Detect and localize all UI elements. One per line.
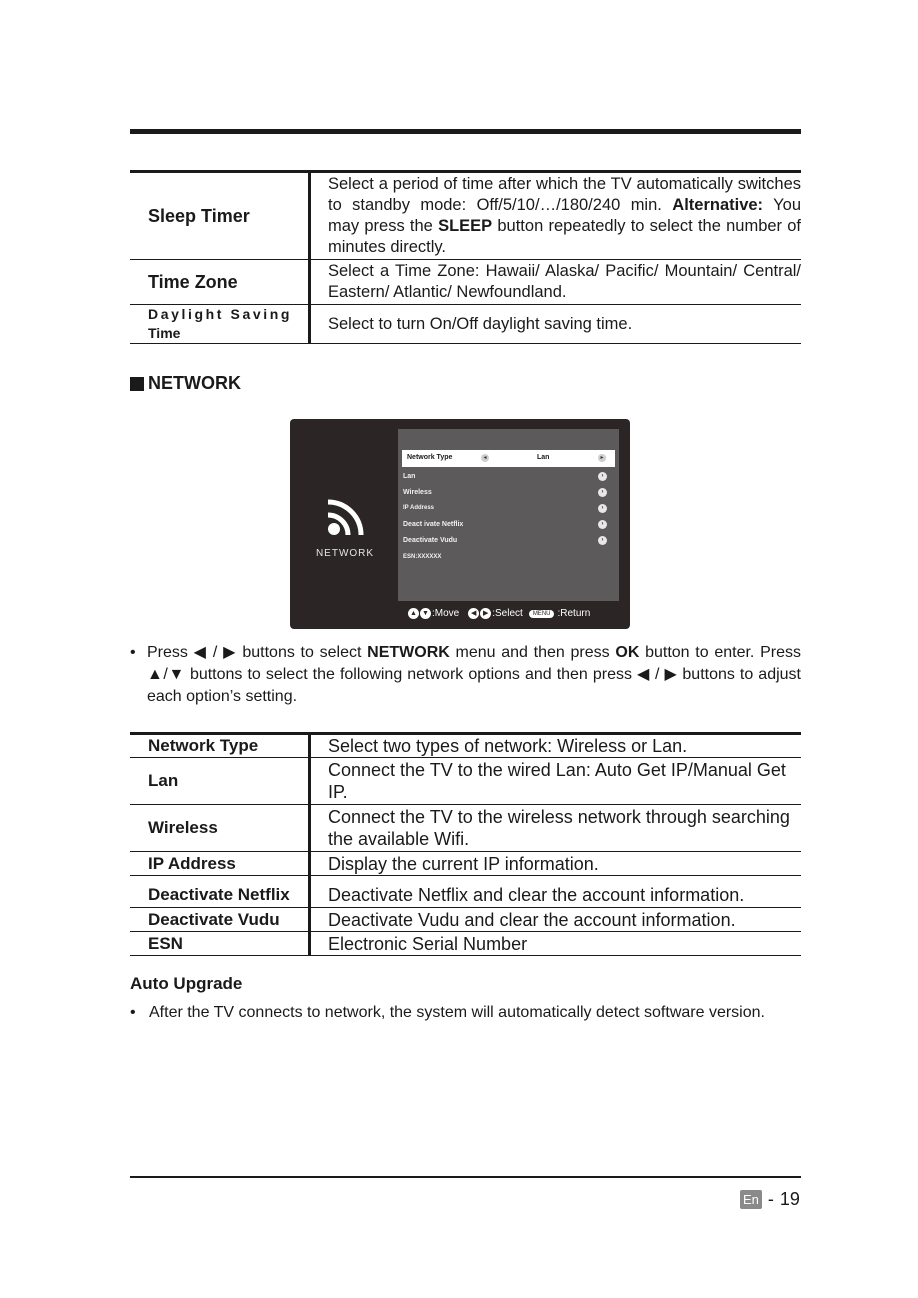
- table-row: [130, 805, 801, 852]
- down-button-icon: ▼: [420, 608, 431, 619]
- row-value: Select a Time Zone: Hawaii/ Alaska/ Pacific/ Mountain/ Central/ Eastern/ Atlantic/ Newfoundland.: [328, 262, 801, 301]
- row-key: Network Type: [130, 734, 310, 758]
- row-key: Sleep Timer: [130, 172, 310, 260]
- row-value: Display the current IP information.: [328, 853, 599, 874]
- table-row: [130, 734, 801, 758]
- chevron-right-icon: ›: [598, 520, 607, 529]
- row-key: Daylight Saving Time: [130, 305, 310, 344]
- row-key: Lan: [130, 758, 310, 805]
- right-button-icon: ▶: [480, 608, 491, 619]
- menu-item[interactable]: Lan ›: [398, 469, 611, 485]
- row-key: Deactivate Vudu: [130, 908, 310, 932]
- menu-key-icon: MENU: [529, 610, 555, 618]
- row-value: Select two types of network: Wireless or Lan.: [328, 736, 688, 756]
- row-key: IP Address: [130, 852, 310, 876]
- settings-table: [130, 170, 801, 344]
- square-bullet-icon: [130, 377, 144, 391]
- tv-network-screen: [290, 419, 630, 629]
- row-value: Deactivate Netflix and clear the account information.: [328, 884, 745, 905]
- left-button-icon: ◀: [468, 608, 479, 619]
- row-value: Electronic Serial Number: [328, 933, 528, 954]
- page-number: 19: [779, 1189, 800, 1209]
- hint-bar: ▲ ▼ :Move ◀ ▶ :Select MENU :Return: [408, 608, 590, 619]
- menu-item[interactable]: Wireless ›: [398, 485, 611, 501]
- network-options-table: [130, 732, 801, 956]
- menu-item[interactable]: Deact ivate Netflix ›: [398, 517, 611, 533]
- table-row: [130, 908, 801, 932]
- table-row: [130, 932, 801, 956]
- table-row: [130, 852, 801, 876]
- row-value: Deactivate Vudu and clear the account information.: [328, 909, 736, 930]
- network-instructions: • Press ◀ / ▶ buttons to select NETWORK menu and then press OK button to enter. Press ▲/▼ buttons to select the following network options and then press ◀ / ▶ buttons to adjust each option’s setting.: [130, 644, 801, 705]
- menu-item-network-type[interactable]: Network Type ◂ Lan ▸: [402, 450, 615, 467]
- page-footer: En - 19: [740, 1189, 800, 1210]
- row-key: Time Zone: [130, 260, 310, 305]
- row-value: Select to turn On/Off daylight saving time.: [328, 314, 633, 333]
- bottom-rule: [130, 1176, 801, 1178]
- row-value: Connect the TV to the wireless network through searching the available Wifi.: [328, 807, 790, 849]
- esn-readout: ESN:XXXXXX: [403, 554, 442, 560]
- language-badge: En: [740, 1190, 762, 1209]
- chevron-right-icon: ›: [598, 488, 607, 497]
- right-arrow-icon: ▸: [598, 454, 606, 462]
- table-row: [130, 260, 801, 305]
- chevron-right-icon: ›: [598, 472, 607, 481]
- table-row: [130, 758, 801, 805]
- top-rule: [130, 129, 801, 134]
- auto-upgrade-text: • After the TV connects to network, the system will automatically detect software version.: [130, 1004, 765, 1021]
- auto-upgrade-heading: Auto Upgrade: [130, 974, 243, 993]
- menu-item[interactable]: Deactivate Vudu ›: [398, 533, 611, 549]
- up-button-icon: ▲: [408, 608, 419, 619]
- chevron-right-icon: ›: [598, 504, 607, 513]
- left-arrow-icon: ◂: [481, 454, 489, 462]
- row-key: ESN: [130, 932, 310, 956]
- row-key: Deactivate Netflix: [130, 876, 310, 908]
- menu-panel: [398, 429, 619, 601]
- table-row: [130, 876, 801, 908]
- table-row: [130, 172, 801, 260]
- section-heading: NETWORK: [130, 373, 241, 394]
- chevron-right-icon: ›: [598, 536, 607, 545]
- table-row: [130, 305, 801, 344]
- wifi-signal-icon: [324, 495, 368, 539]
- menu-item[interactable]: IP Address ›: [398, 501, 611, 517]
- row-key: Wireless: [130, 805, 310, 852]
- row-value: Connect the TV to the wired Lan: Auto Get IP/Manual Get IP.: [328, 760, 786, 802]
- screen-title: NETWORK: [315, 548, 375, 559]
- row-value: Select a period of time after which the TV automatically switches to standby mode: Off/5/10/…/180/240 min. Alternative: You may press the SLEEP button repeatedly to select the number of minutes directly.: [328, 175, 801, 256]
